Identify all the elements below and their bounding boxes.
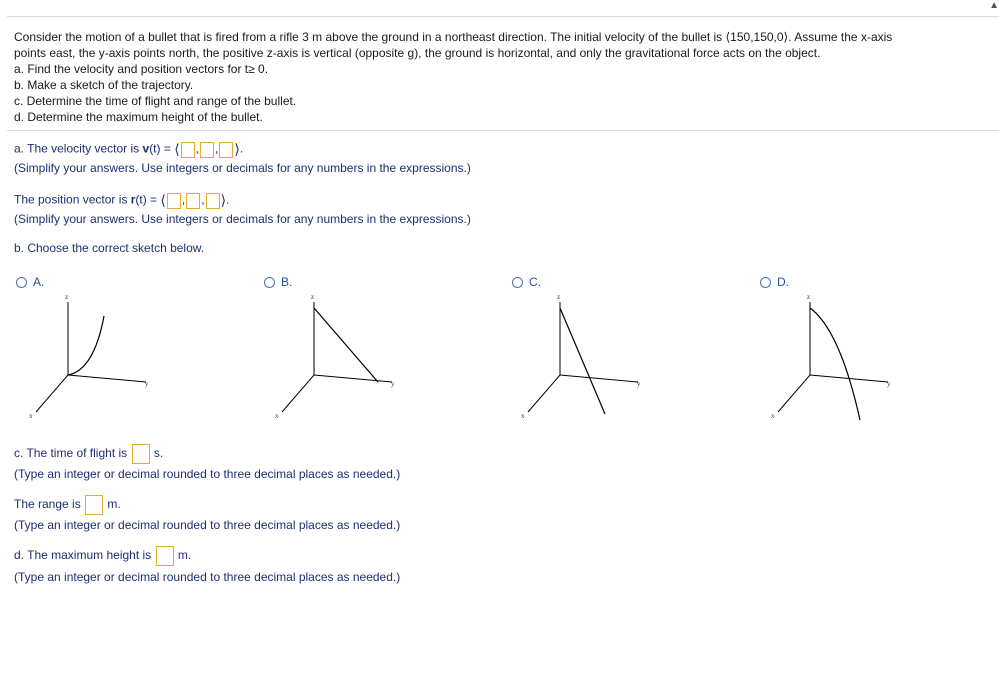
option-c-label: C. (529, 275, 541, 289)
problem-line-1: Consider the motion of a bullet that is fired from a rifle 3 m above the ground in a northeast direction. The initial velocity of the bullet is ⟨150,150,0⟩. Assume the x-axis (14, 30, 893, 44)
x-axis-label: x (771, 412, 775, 420)
x-axis-label: x (275, 412, 279, 420)
option-b[interactable] (264, 275, 292, 289)
max-height-hint: (Type an integer or decimal rounded to three decimal places as needed.) (14, 570, 401, 584)
max-height-question: d. The maximum height is m. (14, 546, 191, 566)
velocity-question: a. The velocity vector is v(t) = ⟨ , , ⟩. (14, 141, 244, 157)
problem-part-c: c. Determine the time of flight and range of the bullet. (14, 94, 297, 108)
option-d-radio[interactable] (760, 277, 771, 288)
range-input[interactable] (85, 495, 103, 515)
option-d-label: D. (777, 275, 789, 289)
velocity-z-input[interactable] (219, 142, 233, 158)
range-question: The range is m. (14, 495, 121, 515)
option-a-radio[interactable] (16, 277, 27, 288)
sketch-d[interactable] (770, 290, 900, 425)
scroll-up-icon[interactable]: ▲ (989, 0, 999, 11)
option-d[interactable] (760, 275, 789, 289)
option-b-radio[interactable] (264, 277, 275, 288)
section-divider (7, 130, 999, 131)
problem-line-2: points east, the y-axis points north, the positive z-axis is vertical (opposite g), the ground is horizontal, and only the gravitational force acts on the object. (14, 46, 821, 60)
z-axis-label: z (311, 293, 315, 301)
sketch-c[interactable] (520, 290, 650, 425)
sketch-b[interactable] (274, 290, 404, 425)
position-x-input[interactable] (167, 193, 181, 209)
problem-part-a: a. Find the velocity and position vectors for t≥ 0. (14, 62, 269, 76)
option-b-label: B. (281, 275, 293, 289)
time-of-flight-input[interactable] (132, 444, 150, 464)
position-question: The position vector is r(t) = ⟨ , , ⟩. (14, 192, 230, 208)
max-height-input[interactable] (156, 546, 174, 566)
problem-part-b: b. Make a sketch of the trajectory. (14, 78, 194, 92)
x-axis-label: x (521, 412, 525, 420)
option-c-radio[interactable] (512, 277, 523, 288)
option-a[interactable] (16, 275, 44, 289)
sketch-a[interactable] (28, 290, 158, 425)
top-divider (7, 16, 999, 17)
option-a-label: A. (33, 275, 45, 289)
position-z-input[interactable] (206, 193, 220, 209)
y-axis-label: y (637, 380, 641, 388)
y-axis-label: y (145, 380, 149, 388)
time-of-flight-hint: (Type an integer or decimal rounded to three decimal places as needed.) (14, 467, 401, 481)
position-y-input[interactable] (186, 193, 200, 209)
velocity-y-input[interactable] (200, 142, 214, 158)
problem-part-d: d. Determine the maximum height of the bullet. (14, 110, 263, 124)
x-axis-label: x (29, 412, 33, 420)
position-hint: (Simplify your answers. Use integers or decimals for any numbers in the expressions.) (14, 212, 471, 226)
y-axis-label: y (391, 380, 395, 388)
z-axis-label: z (557, 293, 561, 301)
range-hint: (Type an integer or decimal rounded to three decimal places as needed.) (14, 518, 401, 532)
sketch-prompt: b. Choose the correct sketch below. (14, 241, 205, 255)
problem-statement (14, 29, 984, 125)
z-axis-label: z (65, 293, 69, 301)
y-axis-label: y (887, 380, 891, 388)
velocity-x-input[interactable] (181, 142, 195, 158)
time-of-flight-question: c. The time of flight is s. (14, 444, 163, 464)
z-axis-label: z (807, 293, 811, 301)
velocity-hint: (Simplify your answers. Use integers or decimals for any numbers in the expressions.) (14, 161, 471, 175)
option-c[interactable] (512, 275, 541, 289)
